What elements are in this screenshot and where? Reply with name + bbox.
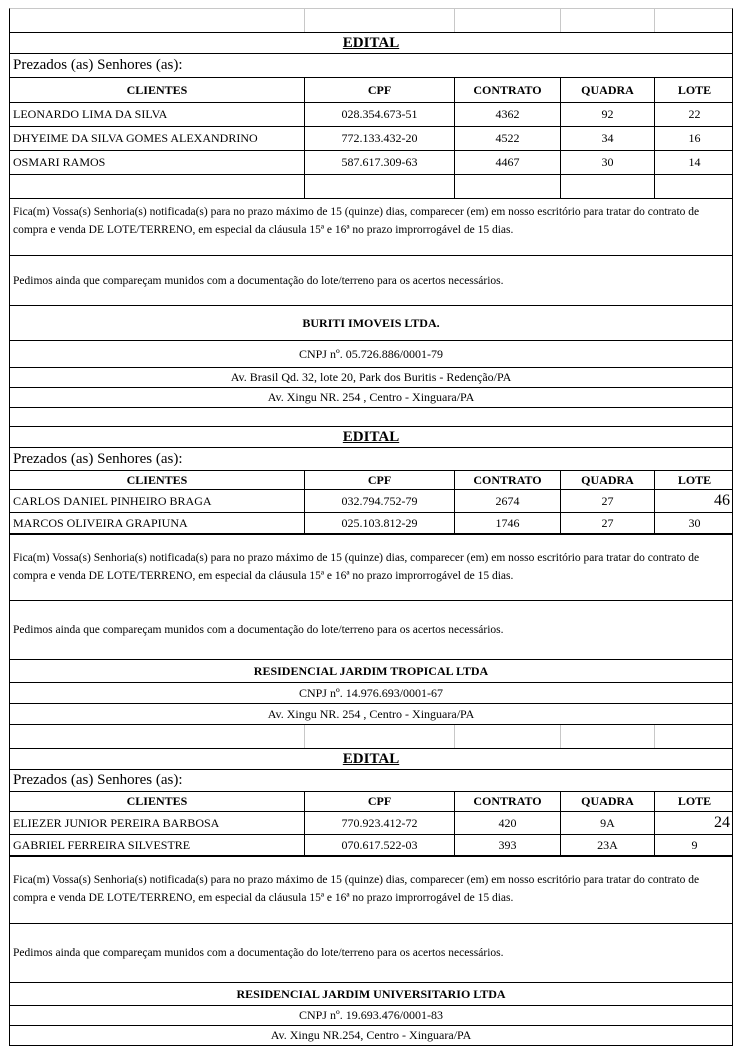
cell-contrato: 4522	[455, 127, 561, 150]
cell-contrato: 1746	[455, 513, 561, 533]
table-header	[9, 471, 733, 490]
cell-cliente: CARLOS DANIEL PINHEIRO BRAGA	[10, 490, 305, 512]
empty-row	[9, 725, 733, 748]
table-row	[9, 103, 733, 127]
empty-row	[9, 8, 733, 32]
spacer	[9, 408, 733, 426]
cell-cliente: OSMARI RAMOS	[10, 151, 305, 174]
cell-cpf: 772.133.432-20	[305, 127, 455, 150]
cell-cpf: 032.794.752-79	[305, 490, 455, 512]
cell-cpf: 028.354.673-51	[305, 103, 455, 126]
cell-cliente: MARCOS OLIVEIRA GRAPIUNA	[10, 513, 305, 533]
request-text: Pedimos ainda que compareçam munidos com a documentação do lote/terreno para os acertos necessários.	[9, 924, 733, 983]
cnpj: CNPJ nº. 05.726.886/0001-79	[9, 341, 733, 368]
cell-quadra: 9A	[561, 812, 655, 834]
table-row	[9, 127, 733, 151]
notice-text: Fica(m) Vossa(s) Senhoria(s) notificada(s) para no prazo máximo de 15 (quinze) dias, comparecer (em) em nosso escritório para tratar do contrato de compra e venda DE LOTE/TERRENO, em especial da cláusula 15ª e 16ª no prazo improrrogável de 15 dias.	[9, 535, 733, 601]
cell-contrato: 393	[455, 835, 561, 855]
section-title: EDITAL	[9, 32, 733, 54]
cell-lote: 16	[688, 131, 701, 145]
greeting: Prezados (as) Senhores (as):	[9, 448, 733, 471]
cell-lote: 30	[688, 515, 701, 530]
cell-contrato: 4467	[455, 151, 561, 174]
cell-quadra: 92	[561, 103, 655, 126]
table-row	[9, 490, 733, 513]
cell-cpf: 770.923.412-72	[305, 812, 455, 834]
cell-contrato: 2674	[455, 490, 561, 512]
cell-cpf: 587.617.309-63	[305, 151, 455, 174]
section-title: EDITAL	[9, 748, 733, 770]
cell-quadra: 27	[561, 513, 655, 533]
request-text: Pedimos ainda que compareçam munidos com a documentação do lote/terreno para os acertos necessários.	[9, 256, 733, 306]
cell-quadra: 30	[561, 151, 655, 174]
cnpj: CNPJ nº. 19.693.476/0001-83	[9, 1006, 733, 1026]
col-cpf: CPF	[305, 471, 455, 489]
cell-lote: 46	[714, 492, 730, 509]
col-cpf: CPF	[305, 792, 455, 811]
cell-lote: 22	[688, 107, 701, 121]
section-title: EDITAL	[9, 426, 733, 448]
col-quadra: QUADRA	[561, 471, 655, 489]
col-clientes: CLIENTES	[10, 471, 305, 489]
cell-cliente: DHYEIME DA SILVA GOMES ALEXANDRINO	[10, 127, 305, 150]
col-lote: LOTE	[677, 82, 712, 97]
address: Av. Xingu NR.254, Centro - Xinguara/PA	[9, 1026, 733, 1046]
cell-cliente: LEONARDO LIMA DA SILVA	[10, 103, 305, 126]
cell-cliente: GABRIEL FERREIRA SILVESTRE	[10, 835, 305, 855]
spreadsheet	[9, 8, 733, 1046]
empty-row	[9, 175, 733, 199]
cell-quadra: 27	[561, 490, 655, 512]
cnpj: CNPJ nº. 14.976.693/0001-67	[9, 683, 733, 704]
col-lote: LOTE	[677, 472, 712, 487]
cell-quadra: 34	[561, 127, 655, 150]
company-name: RESIDENCIAL JARDIM UNIVERSITARIO LTDA	[9, 983, 733, 1006]
greeting: Prezados (as) Senhores (as):	[9, 54, 733, 78]
notice-text: Fica(m) Vossa(s) Senhoria(s) notificada(s) para no prazo máximo de 15 (quinze) dias, comparecer (em) em nosso escritório para tratar do contrato de compra e venda DE LOTE/TERRENO, em especial da cláusula 15ª e 16ª no prazo improrrogável de 15 dias.	[9, 199, 733, 256]
address: Av. Xingu NR. 254 , Centro - Xinguara/PA	[9, 704, 733, 725]
cell-lote: 14	[688, 155, 701, 169]
col-contrato: CONTRATO	[455, 78, 561, 102]
address: Av. Xingu NR. 254 , Centro - Xinguara/PA	[9, 388, 733, 408]
col-clientes: CLIENTES	[10, 792, 305, 811]
cell-quadra: 23A	[561, 835, 655, 855]
col-contrato: CONTRATO	[455, 471, 561, 489]
cell-lote: 24	[714, 814, 730, 831]
cell-cpf: 070.617.522-03	[305, 835, 455, 855]
greeting: Prezados (as) Senhores (as):	[9, 770, 733, 792]
notice-text: Fica(m) Vossa(s) Senhoria(s) notificada(s) para no prazo máximo de 15 (quinze) dias, comparecer (em) em nosso escritório para tratar do contrato de compra e venda DE LOTE/TERRENO, em especial da cláusula 15ª e 16ª no prazo improrrogável de 15 dias.	[9, 857, 733, 924]
col-quadra: QUADRA	[561, 792, 655, 811]
table-header	[9, 78, 733, 103]
table-row	[9, 151, 733, 175]
col-clientes: CLIENTES	[10, 78, 305, 102]
col-lote: LOTE	[677, 794, 712, 808]
request-text: Pedimos ainda que compareçam munidos com a documentação do lote/terreno para os acertos necessários.	[9, 601, 733, 660]
col-contrato: CONTRATO	[455, 792, 561, 811]
cell-contrato: 420	[455, 812, 561, 834]
cell-contrato: 4362	[455, 103, 561, 126]
company-name: BURITI IMOVEIS LTDA.	[9, 306, 733, 341]
cell-cliente: ELIEZER JUNIOR PEREIRA BARBOSA	[10, 812, 305, 834]
col-cpf: CPF	[305, 78, 455, 102]
col-quadra: QUADRA	[561, 78, 655, 102]
address: Av. Brasil Qd. 32, lote 20, Park dos Buritis - Redenção/PA	[9, 368, 733, 388]
company-name: RESIDENCIAL JARDIM TROPICAL LTDA	[9, 660, 733, 683]
table-row	[9, 513, 733, 535]
cell-cpf: 025.103.812-29	[305, 513, 455, 533]
table-header	[9, 792, 733, 812]
cell-lote: 9	[691, 837, 698, 852]
table-row	[9, 835, 733, 857]
table-row	[9, 812, 733, 835]
